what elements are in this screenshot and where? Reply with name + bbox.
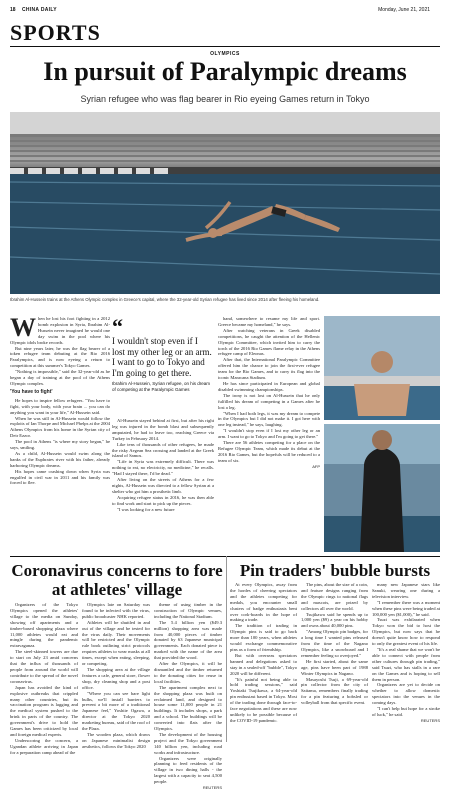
paragraph: The irony is not lost on Al-Hussein that he only fulfilled his dream of competing in a Games after he lost a leg. [218,392,320,410]
paragraph: But nine years later, he was the flag bearer of a token refugee team debuting at the Rio 2016 Paralympics, and is now eyeing a return to competition at this summer's Tokyo Games. [10,345,110,369]
story3-headline: Pin traders' bubble bursts [239,561,431,580]
paragraph: theme of using timber in the construction of Olympic venues, including the National Stadium. [154,602,222,619]
swimmer-photo [10,112,440,294]
main-headline: In pursuit of Paralympic dreams [43,57,407,86]
quote-text: I wouldn't stop even if I lost my other leg or an arm. I want to go to Tokyo and I'm going to get there. [112,336,212,378]
athlete-portrait-images [324,316,440,552]
paragraph: Tsujikawa said he spends up to 1,000 yen ($9) a year on his hobby and owns about 40,000 pins. [301,611,368,629]
paragraph: "It's a real shame that we won't be able to connect with people from other cultures through pin trading," said Tsuzi, who has stalls in a rare on the Games and is hoping to sell them in person. [372,646,440,682]
paragraph: "Life in Syria was extremely difficult. There was nothing to eat, no electricity, no medicine," he recalls. "Had I stayed there, I'd be dead." [112,459,214,477]
paragraph: Tsuzi was exhilarated when Tokyo won the bid to host the Olympics, but now says that he doesn't quite know how to respond to only the greatest event of his life. [372,617,440,647]
story2-headline: Coronavirus concerns to fore at athletes' village [11,561,223,599]
paragraph: "When I had both legs, it was my dream to compete in the Olympics but I did not make it. I got here with one leg instead," he says, laughing. [218,410,320,428]
story-kicker: OLYMPICS [210,51,240,57]
paragraph: The pool in Athens "is where my story began," he says, smiling. [10,439,110,451]
page-header [10,6,440,16]
paragraph: The wooden plaza, which draws on Japanese minimalist design aesthetics, follows the Tokyo 2020 [82,731,150,749]
paragraph: He first started, about the same age, pins have been part of 1988 Winter Olympics in Nagano. [301,658,368,676]
paragraph: Like tens of thousands of other refugees, he made the risky Aegean Sea crossing and landed at the Greek island of Samos. [112,441,214,459]
paragraph: many new Japanese stars like Sanuki, wearing one during a television interview. [372,582,440,599]
paragraph: "It's painful not being able to hold trading sessions," said Yoshiaki Tsujikawa, a 64-year-old pin enthusiast based in Tokyo. Most of the trading done through face-to-face negotiations and these are now unlikely to be possible because of the COVID-19 pandemic. [230,676,297,723]
story-divider [10,556,440,557]
pool-illustration [10,112,440,294]
side-photos [324,316,440,552]
paragraph: The development of the housing project and the Tokyo government 140 billion yen, including road works and infrastructure. [154,731,222,755]
paragraph: As a child, Al-Hussein would swim along the banks of the Euphrates river with his father, already harboring Olympic dreams. [10,450,110,468]
paragraph: "Among Olympic pin badges, for a long time I wanted pins released from the time of the Nagano Olympics, like a snowboard and I remember feeling so overjoyed." [301,629,368,658]
byline: AFP [312,463,320,469]
story3-column-1 [230,582,297,742]
story1-column-1 [10,313,110,551]
paragraph: At every Olympics, away from the hordes of cheering spectators and the athletes competing for medals, you encounter small clusters of badge enthusiasts bent over cork-boards in the hope of making a trade. [230,582,297,623]
section-rule [10,46,440,47]
paragraph: Masayoshi Tsuji, a 69-year-old pin collector from the city of Saitama, remembers finally trading for a pin featuring a bobsled or volleyball from that specific event. [301,676,368,706]
paragraph: Organizers were originally planning to feed residents of the village in two dining halls - the largest with a capacity to seat 4,500 people. [154,755,222,785]
column-divider [226,556,227,742]
paragraph: After watching veterans in Greek disabled competitions, he caught the attention of the Hellenic Olympic Committee, which invited him to carry the torch of the 2016 Rio Games flame relay in the Athens refugee camp of Eleonas. [218,327,320,357]
paragraph: But with overseas spectators banned and delegations asked to stay in a sealed-off "bubble", Tokyo 2020 will be different. [230,652,297,676]
quote-mark: “ [112,314,123,339]
paragraph: Olympics late on Saturday was found to be infected with the virus, public broadcaster NHK reported. [82,602,150,619]
paragraph: Japan has avoided the kind of explosive outbreaks that crippled many other countries, but its vaccination program is lagging and the medical system pushed to the brink in parts of the country. The government's drive to hold the Games has been criticized by local and foreign medical experts. [10,684,78,737]
byline: REUTERS [420,717,440,723]
paragraph: The 5.4 billion yen ($49.3 million) shopping area was made from 40,000 pieces of timber donated by 63 Japanese municipal governments. Each donated piece is marked with the name of the area that provided the wood. [154,619,222,661]
paragraph: "Nothing is impossible," said the 32-year-old as he began a day of training at the pool of the Athens Olympic complex. [10,369,110,386]
paragraph: The pins, about the size of a coin, and feature designs ranging from the Olympic rings to national flags and mascots, are prized by collectors all over the world. [301,582,368,611]
subheading: 'You have to fight' [10,388,53,395]
paragraph: "I wouldn't stop even if I lost my other leg or an arm. I want to go to Tokyo and I'm going to get there." [218,428,320,440]
story2-column-2 [82,602,150,749]
paragraph: He has since participated in European and global disabled swimming championships. [218,380,320,392]
paragraph: After living on the streets of Athens for a few nights, Al-Hussein was directed to a fellow Syrian at a shelter who got him a prosthetic limb. [112,477,214,494]
paragraph: When he was still in Al-Hussein would follow the exploits of Ian Thorpe and Michael Phelps at the 2004 Athens Olympics from his home in the Syrian city of Deir Ezzor. [10,415,110,439]
section-title: SPORTS [10,20,101,45]
story1-column-2 [112,418,214,552]
paragraph: Athletes will be shuttled in and out of the village and be tested for the virus daily. Their movements will be restricted and the Olympic rule book outlining strict protocols requires athletes to wear masks at all times, except when eating, sleeping, or competing. [82,619,150,667]
paragraph: His hopes came crashing down when Syria was engulfed in civil war in 2011 and his family was forced to flee. [10,468,110,486]
photo-caption: Ibrahim Al-Hussein trains at the Athens Olympic complex in Greece's capital, where the 32-year-old Syrian refugee has lived since 2014 after fleeing his homeland. [10,297,320,302]
paragraph: The apartment complex next to the shopping plaza was built on reclaimed land, and designed to house some 11,000 people in 21 buildings. It includes shops, a park and a school. The buildings will be converted into flats after the Olympics. [154,684,222,732]
paragraph: Organizers are yet to decide on whether to allow domestic spectators into the venues in the coming days. [372,682,440,706]
drop-cap: W [10,313,36,342]
paragraph: The tradition of trading in Olympic pins is said to go back more than 100 years, when athletes would exchange commemorative pins as a form of friendship. [230,623,297,652]
paragraph: Acquiring refugee status in 2016, he was then able to find work and start to pick up the pieces. [112,494,214,506]
paragraph: There are 56 athletes competing for a place on the Refugee Olympic Team, which made its debut at the 2016 Rio Games, but the hopefuls will be reduced to a team of six. [218,440,320,463]
issue-date: Monday, June 21, 2021 [378,7,430,13]
lead-paragraph [10,313,110,346]
paragraph: "I was looking for a new future [117,506,175,512]
byline: REUTERS [202,785,222,791]
pull-quote [112,314,212,392]
story3-column-2 [301,582,368,742]
paragraph: After that, the International Paralympic Committee offered him the chance to join the first-ever refugee team for the Rio Games, and to carry its flag into the iconic Maracana Stadium. [218,357,320,381]
paragraph: hand, somewhere to resume my life and sport. Greece became my homeland," he says. [218,316,320,327]
story3-column-3 [372,582,440,742]
paragraph: He hopes to inspire fellow refugees. "You have to fight, with your body, with your brain ... you can do anything you want in your life," Al-Hussein said. [10,397,110,415]
paragraph: "Where you can see bare light bulbs, we'll install barriers to prevent a bit more of a traditional Japanese feel," Yoshiie Ogawa, a director at the Tokyo 2020 marketing bureau, said of the roof of the Plaza. [82,690,150,732]
publication-name: CHINA DAILY [22,7,57,13]
story2-column-3 [154,602,222,791]
paragraph: Al-Hussein stayed behind at first, but after his right leg was injured in the bomb blast and subsequently amputated, he had to leave too, reaching Greece via Turkey in February 2014. [112,418,214,441]
lead-text: hen he lost his foot fighting in a 2012 bomb explosion in Syria, Ibrahim Al-Hussein never imagined he would one day swim in the pool where his Olympic idols broke records. [10,316,110,345]
paragraph: "I remember there was a moment when these pins were being traded at 100,000 yen ($1,000)," he said. [372,599,440,617]
paragraph: Organizers of the Tokyo Olympics opened the athletes' village to the media on Sunday, showing off apartments and a timber-based shopping plaza where 11,000 athletes would eat and mingle during the pandemic extravaganza. [10,602,78,649]
story2-column-1 [10,602,78,755]
paragraph: After the Olympics, it will be dismantled and the timber returned to the donating cities for reuse in local facilities. [154,661,222,684]
main-deck: Syrian refugee who was flag bearer in Rio eyeing Games return in Tokyo [80,94,370,104]
paragraph: "I can't help but hope for a stroke of luck," he said. [372,706,440,717]
paragraph: Underscoring the concern, a Ugandan athlete arriving in Japan for a preparation camp ahead of the [10,737,78,755]
story1-column-3 [218,316,320,551]
paragraph: The steel-skinned towers are due to start on July 23 amid concerns that the influx of thousands of people from around the world will contribute to the spread of the novel coronavirus. [10,649,78,684]
page-number-left: 18 [10,7,16,13]
quote-attribution: Ibrahim Al-Hussein, Syrian refugee, on his dream of competing at the Paralympic Games [112,381,211,392]
paragraph: The shopping area at the village features a cafe, general store, flower shop, dry cleaning shop and a post office. [82,666,150,690]
